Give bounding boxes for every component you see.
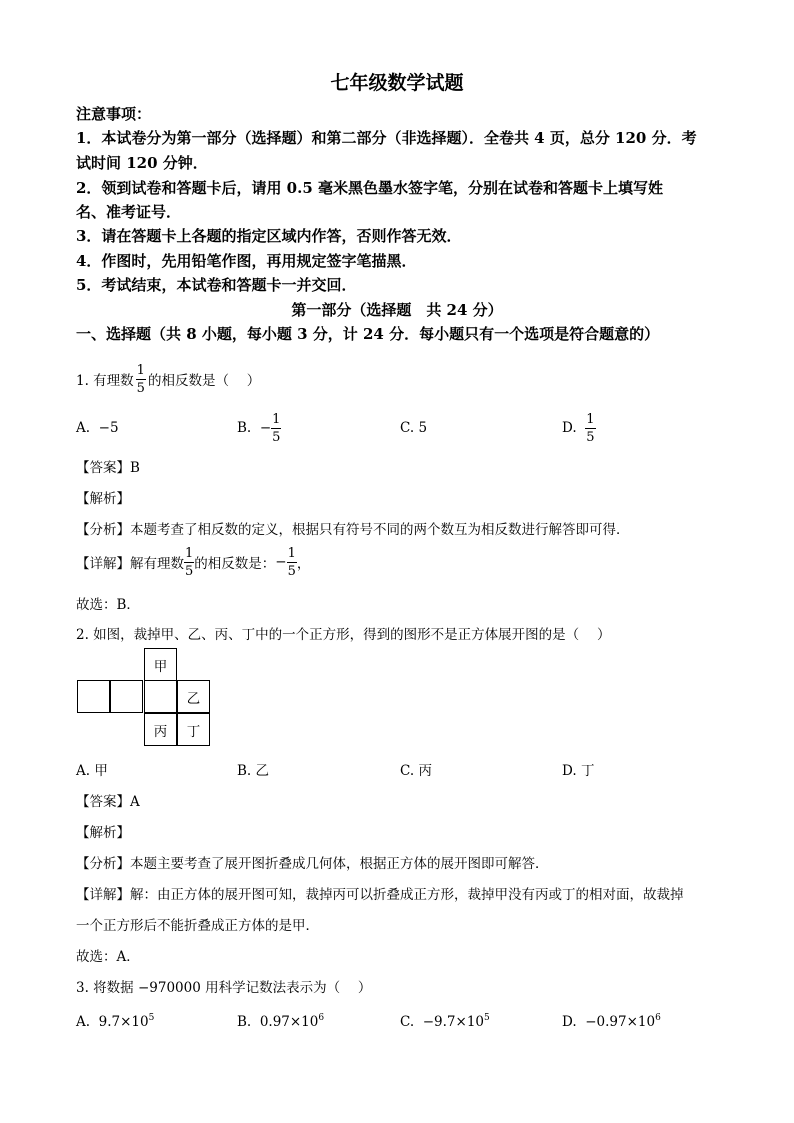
q1-option-c: C. 5 [400, 420, 428, 436]
q1-fenxi: 【分析】本题考查了相反数的定义，根据只有符号不同的两个数互为相反数进行解答即可得． [76, 522, 630, 538]
q2-xiangjie: 【详解】解：由正方体的展开图可知，裁掉丙可以折叠成正方形，裁掉甲没有丙或丁的相对面，故裁掉 [76, 887, 684, 903]
q2-option-c: C. 丙 [400, 763, 432, 779]
cell-ding: 丁 [177, 713, 210, 746]
cell-blank [110, 680, 143, 713]
cell-blank [144, 680, 177, 713]
q1-option-d: D. $\frac{1}{5}$ [562, 411, 595, 445]
page-title: 七年级数学试题 [330, 72, 464, 94]
q3-option-b: B. $0.97\times 10^6$ [237, 1013, 325, 1030]
q3-option-c: C. $-9.7\times 10^5$ [400, 1013, 490, 1030]
note-line: 2．领到试卷和答题卡后，请用 0.5 毫米黑色墨水签字笔，分别在试卷和答题卡上填写姓 [76, 179, 663, 197]
question-1-stem [76, 355, 260, 403]
question-3-stem: 3. 将数据 −970000 用科学记数法表示为（ ） [76, 980, 372, 996]
q1-stem-post: 的相反数是（ ） [147, 373, 261, 389]
fraction-numerator: 1 [136, 362, 145, 378]
q2-option-a: A. 甲 [76, 763, 108, 779]
q3-option-a: A. $9.7\times 10^5$ [76, 1013, 155, 1030]
cell-jia: 甲 [144, 648, 177, 681]
note-line: 名、准考证号． [76, 203, 182, 221]
cell-bing: 丙 [144, 713, 177, 746]
q3-option-d: D. $-0.97\times 10^6$ [562, 1013, 661, 1030]
note-line: 1．本试卷分为第一部分（选择题）和第二部分（非选择题）．全卷共 4 页，总分 120 分．考 [76, 129, 697, 147]
q1-option-a: A. −5 [76, 420, 119, 436]
note-line: 试时间 120 分钟． [76, 154, 208, 172]
q1-fraction [136, 364, 146, 395]
q1-stem-pre: 1. 有理数 [76, 373, 134, 389]
q1-option-b: B. − $\frac{1}{5}$ [237, 411, 281, 445]
part-title: 第一部分（选择题 共 24 分） [291, 301, 503, 319]
q2-option-d: D. 丁 [562, 763, 595, 779]
q2-answer: 【答案】A [76, 794, 140, 810]
cell-blank [77, 680, 110, 713]
q2-conclusion: 故选：A． [76, 949, 140, 965]
notes-heading: 注意事项： [76, 105, 152, 123]
q2-option-b: B. 乙 [237, 763, 270, 779]
fraction-denominator: 5 [136, 380, 145, 396]
note-line: 5．考试结束，本试卷和答题卡一并交回． [76, 276, 357, 294]
q2-fenxi: 【分析】本题主要考查了展开图折叠成几何体，根据正方体的展开图即可解答． [76, 856, 549, 872]
note-line: 3．请在答题卡上各题的指定区域内作答，否则作答无效． [76, 227, 462, 245]
q1-analysis-tag: 【解析】 [76, 491, 130, 507]
q1-answer: 【答案】B [76, 460, 140, 476]
section-title: 一、选择题（共 8 小题，每小题 3 分，计 24 分．每小题只有一个选项是符合题意的） [76, 325, 660, 343]
note-line: 4．作图时，先用铅笔作图，再用规定签字笔描黑． [76, 252, 417, 270]
q1-xiangjie: 【详解】 解有理数 $\frac{1}{5}$ 的相反数是： − $\frac{1}{5}$ ， [76, 545, 311, 579]
q1-conclusion: 故选：B． [76, 597, 140, 613]
q2-analysis-tag: 【解析】 [76, 825, 130, 841]
cell-yi: 乙 [177, 680, 210, 713]
question-2-stem: 2. 如图，裁掉甲、乙、丙、丁中的一个正方形，得到的图形不是正方体展开图的是（ ） [76, 627, 611, 643]
q2-xiangjie-cont: 一个正方形后不能折叠成正方体的是甲． [76, 918, 319, 934]
